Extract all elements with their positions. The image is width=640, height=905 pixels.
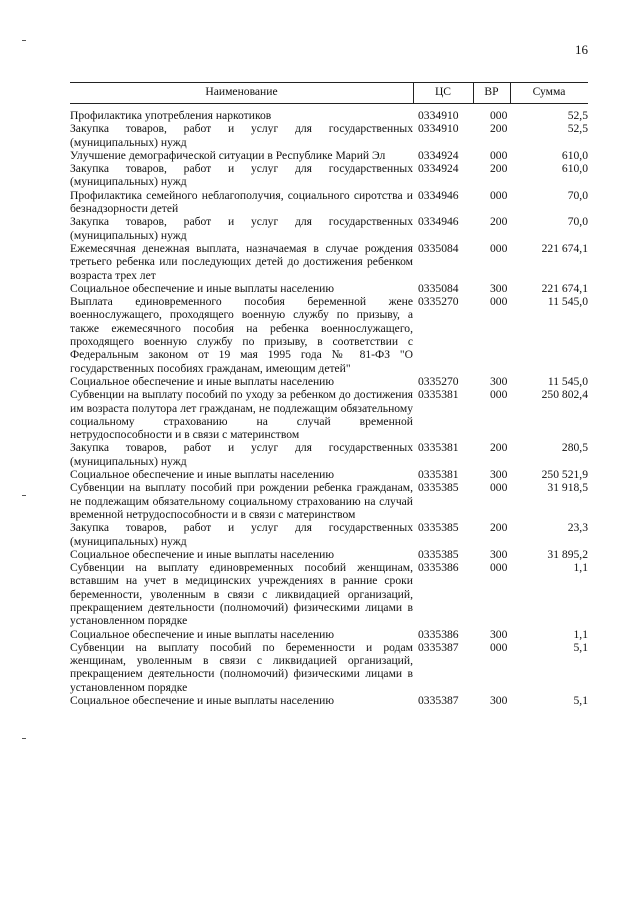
table-row [70,375,588,388]
row-name: Субвенции на выплату пособий по беременности и родам женщинам, уволенным в связи с ликвидацией организаций, прекращением деятельности (полномочий) физическими лицами в установленном порядке [70,640,413,694]
table-row [70,189,588,216]
row-cs: 0334910 [418,122,459,136]
row-vr: 000 [490,640,508,654]
row-name: Субвенции на выплату единовременных пособий женщинам, вставшим на учет в медицинских учреждениях в ранние сроки беременности, уволенным в связи с ликвидацией организаций, прекращением деятельности (полномочий) физическими лицами в установленном порядке [70,561,413,628]
row-vr: 200 [490,215,508,229]
row-vr: 300 [490,627,508,641]
table-row [70,468,588,481]
row-sum: 250 802,4 [541,388,588,402]
row-cs: 0334924 [418,162,459,176]
row-name: Социальное обеспечение и иные выплаты населению [70,627,335,641]
row-cs: 0335084 [418,281,459,295]
table-row [70,521,588,548]
row-cs: 0335385 [418,481,459,495]
row-name: Закупка товаров, работ и услуг для государственных (муниципальных) нужд [70,162,413,189]
row-name: Ежемесячная денежная выплата, назначаемая в случае рождения третьего ребенка или последующих детей до достижения ребенком возраста трех лет [70,241,413,282]
table-row [70,295,588,375]
row-name: Профилактика употребления наркотиков [70,109,272,122]
row-cs: 0334946 [418,215,459,229]
row-cs: 0335386 [418,627,459,641]
row-vr: 000 [490,109,508,122]
row-cs: 0335084 [418,241,459,255]
header-name: Наименование [205,85,278,98]
row-sum: 52,5 [567,122,588,136]
scan-mark [22,738,26,739]
row-name: Социальное обеспечение и иные выплаты населению [70,547,335,561]
row-sum: 610,0 [561,162,588,176]
row-vr: 200 [490,122,508,136]
table-body [70,109,588,707]
row-cs: 0335381 [418,388,459,402]
page-number: 16 [575,42,588,57]
table-row [70,694,588,707]
row-cs: 0335387 [418,694,459,708]
table-row [70,149,588,162]
scan-mark [22,40,26,41]
table-row [70,641,588,694]
row-sum: 31 895,2 [547,547,588,561]
row-name: Социальное обеспечение и иные выплаты населению [70,281,335,295]
row-vr: 000 [490,295,508,309]
scan-mark [22,495,26,496]
row-vr: 300 [490,468,508,482]
row-name: Закупка товаров, работ и услуг для государственных (муниципальных) нужд [70,521,413,548]
row-vr: 200 [490,441,508,455]
row-name: Закупка товаров, работ и услуг для государственных (муниципальных) нужд [70,122,413,149]
row-vr: 000 [490,388,508,402]
table-row [70,561,588,627]
row-vr: 000 [490,481,508,495]
header-divider [413,83,414,103]
row-sum: 5,1 [573,694,588,708]
row-cs: 0334924 [418,148,459,162]
row-sum: 31 918,5 [547,481,588,495]
row-sum: 1,1 [573,627,588,641]
row-name: Закупка товаров, работ и услуг для государственных (муниципальных) нужд [70,441,413,468]
row-cs: 0335381 [418,468,459,482]
row-vr: 300 [490,374,508,388]
row-cs: 0335387 [418,640,459,654]
budget-table [70,82,588,707]
header-vr: ВР [484,85,499,98]
row-name: Субвенции на выплату пособий при рождении ребенка гражданам, не подлежащим обязательному социальному страхованию на случай временной нетрудоспособности и в связи с материнством [70,481,413,521]
row-sum: 70,0 [567,215,588,229]
row-vr: 000 [490,241,508,255]
row-name: Социальное обеспечение и иные выплаты населению [70,694,335,708]
row-sum: 221 674,1 [541,241,588,255]
header-cs: ЦС [434,85,452,98]
row-sum: 11 545,0 [547,374,588,388]
row-vr: 300 [490,281,508,295]
row-vr: 000 [490,561,508,575]
header-divider [473,83,474,103]
table-row [70,242,588,282]
header-divider [510,83,511,103]
row-cs: 0335385 [418,547,459,561]
table-row [70,628,588,641]
row-sum: 11 545,0 [547,295,588,309]
table-row [70,162,588,189]
row-sum: 221 674,1 [541,281,588,295]
table-row [70,441,588,468]
row-sum: 1,1 [573,561,588,575]
header-sum: Сумма [532,85,566,98]
row-vr: 200 [490,521,508,535]
table-row [70,481,588,521]
row-sum: 70,0 [567,188,588,202]
row-sum: 5,1 [573,640,588,654]
row-sum: 610,0 [561,148,588,162]
table-header [70,82,588,104]
row-name: Улучшение демографической ситуации в Республике Марий Эл [70,148,386,162]
row-cs: 0335270 [418,295,459,309]
row-name: Социальное обеспечение и иные выплаты населению [70,468,335,482]
table-row [70,548,588,561]
row-name: Социальное обеспечение и иные выплаты населению [70,374,335,388]
row-sum: 280,5 [561,441,588,455]
row-name: Профилактика семейного неблагополучия, социального сиротства и безнадзорности детей [70,188,413,216]
table-row [70,109,588,122]
row-cs: 0334946 [418,188,459,202]
row-name: Субвенции на выплату пособий по уходу за ребенком до достижения им возраста полутора лет гражданам, не подлежащим обязательному социальному страхованию на случай временной нетрудоспособности и в связи с материнством [70,388,413,442]
row-sum: 250 521,9 [541,468,588,482]
row-cs: 0335381 [418,441,459,455]
row-name: Выплата единовременного пособия беременной жене военнослужащего, проходящего военную службу по призыву, а также ежемесячного пособия на ребенка военнослужащего, проходящего военную службу по призыву, в соответствии с Федеральным законом от 19 мая 1995 года № 81-ФЗ "О государственных пособиях гражданам, имеющим детей" [70,295,413,375]
row-name: Закупка товаров, работ и услуг для государственных (муниципальных) нужд [70,215,413,242]
table-row [70,282,588,295]
row-vr: 300 [490,694,508,708]
row-vr: 000 [490,148,508,162]
row-cs: 0335270 [418,374,459,388]
row-sum: 23,3 [567,521,588,535]
table-row [70,215,588,242]
table-row [70,122,588,149]
row-cs: 0334910 [418,109,459,122]
row-cs: 0335386 [418,561,459,575]
row-sum: 52,5 [567,109,588,122]
row-vr: 000 [490,188,508,202]
row-cs: 0335385 [418,521,459,535]
table-row [70,388,588,441]
row-vr: 300 [490,547,508,561]
row-vr: 200 [490,162,508,176]
